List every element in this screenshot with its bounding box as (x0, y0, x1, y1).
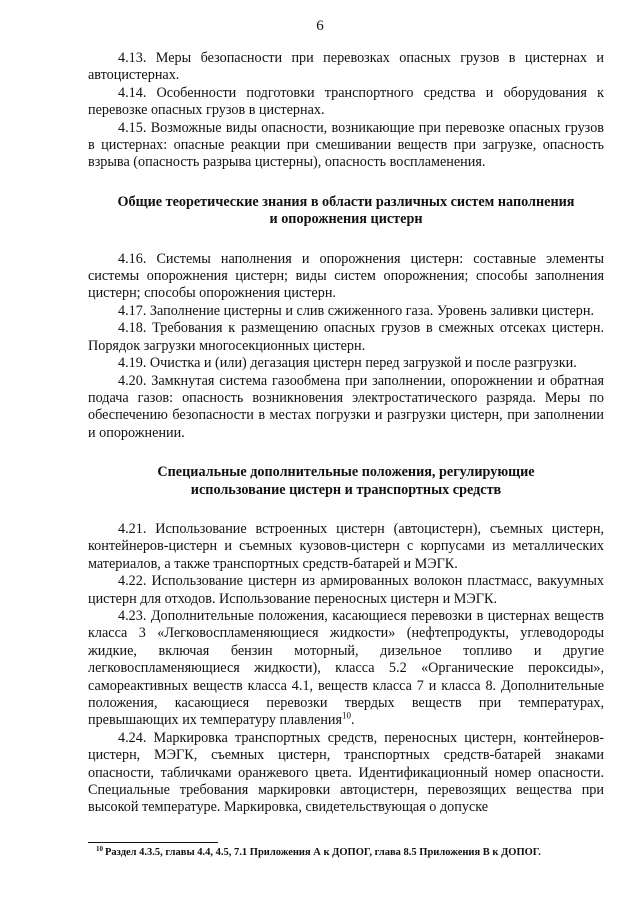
paragraph-4-19: 4.19. Очистка и (или) дегазация цистерн перед загрузкой и после разгрузки. (118, 355, 577, 372)
page-number: 6 (316, 18, 324, 34)
paragraph-4-20: 4.20. Замкнутая система газообмена при заполнении, опорожнении и обратная подача газов: опасность возникновения электростатического разряда. Меры по обеспечению безопасности в местах погрузки и разгрузки цистерн, при заполнении и опорожнении. (88, 372, 604, 441)
footnote-text: Раздел 4.3.5, главы 4.4, 4.5, 7.1 Приложения А к ДОПОГ, глава 8.5 Приложения В к ДОПОГ. (105, 847, 541, 858)
section-heading-filling-systems: Общие теоретические знания в области различных систем наполнения и опорожнения цистерн (117, 193, 575, 228)
page-content (88, 50, 604, 817)
footnote-divider (88, 842, 218, 843)
paragraph-4-14: 4.14. Особенности подготовки транспортного средства и оборудования к перевозке опасных грузов в цистернах. (88, 84, 604, 119)
paragraph-4-18: 4.18. Требования к размещению опасных грузов в смежных отсеках цистерн. Порядок загрузки многосекционных цистерн. (88, 320, 604, 354)
paragraph-4-13: 4.13. Меры безопасности при перевозках опасных грузов в цистернах и автоцистернах. (88, 50, 604, 84)
paragraph-4-21: 4.21. Использование встроенных цистерн (автоцистерн), съемных цистерн, контейнеров-цистерн и съемных кузовов-цистерн с корпусами из металлических материалов, а также транспортных средств-батарей и МЭГК. (88, 520, 604, 572)
footnote-reference[interactable]: 10 (342, 710, 352, 721)
paragraph-4-22: 4.22. Использование цистерн из армированных волокон пластмасс, вакуумных цистерн для отходов. Использование переносных цистерн и МЭГК. (88, 573, 604, 607)
paragraph-4-23 (88, 608, 604, 730)
footnote (96, 846, 606, 859)
section-heading-special-provisions: Специальные дополнительные положения, регулирующие использование цистерн и транспортных средств (157, 464, 535, 498)
paragraph-4-17: 4.17. Заполнение цистерны и слив сжиженного газа. Уровень заливки цистерн. (118, 302, 594, 319)
paragraph-4-23-text: 4.23. Дополнительные положения, касающиеся перевозки в цистернах веществ класса 3 «Легковоспламеняющиеся жидкости» (нефтепродукты, углеводороды жидкие, включая бензин моторный, дизельное топливо и другие легковоспламеняющиеся жидкости), класса 5.2 «Органические пероксиды», самореактивных веществ класса 4.1, веществ класса 7 и класса 8. Дополнительные положения, касающиеся перевозки твердых веществ при температурах, превышающих их температуру плавления (88, 607, 604, 729)
footnote-mark: 10 (96, 844, 103, 853)
paragraph-4-23-tail: . (351, 712, 355, 729)
paragraph-4-15: 4.15. Возможные виды опасности, возникающие при перевозке опасных грузов в цистернах: опасные реакции при смешивании веществ при загрузке, опасность взрыва (опасность разрыва цистерны), опасность воспламенения. (88, 119, 604, 171)
paragraph-4-24: 4.24. Маркировка транспортных средств, переносных цистерн, контейнеров-цистерн, МЭГК, съемных цистерн, транспортных средств-батарей знаками опасности, табличками оранжевого цвета. Идентификационный номер опасности. Специальные требования маркировки автоцистерн, перевозящих вещества при высокой температуре. Маркировка, свидетельствующая о допуске (88, 729, 604, 816)
paragraph-4-16: 4.16. Системы наполнения и опорожнения цистерн: составные элементы системы опорожнения цистерн; виды систем опорожнения; способы заполнения цистерн; способы опорожнения цистерн. (88, 250, 604, 302)
